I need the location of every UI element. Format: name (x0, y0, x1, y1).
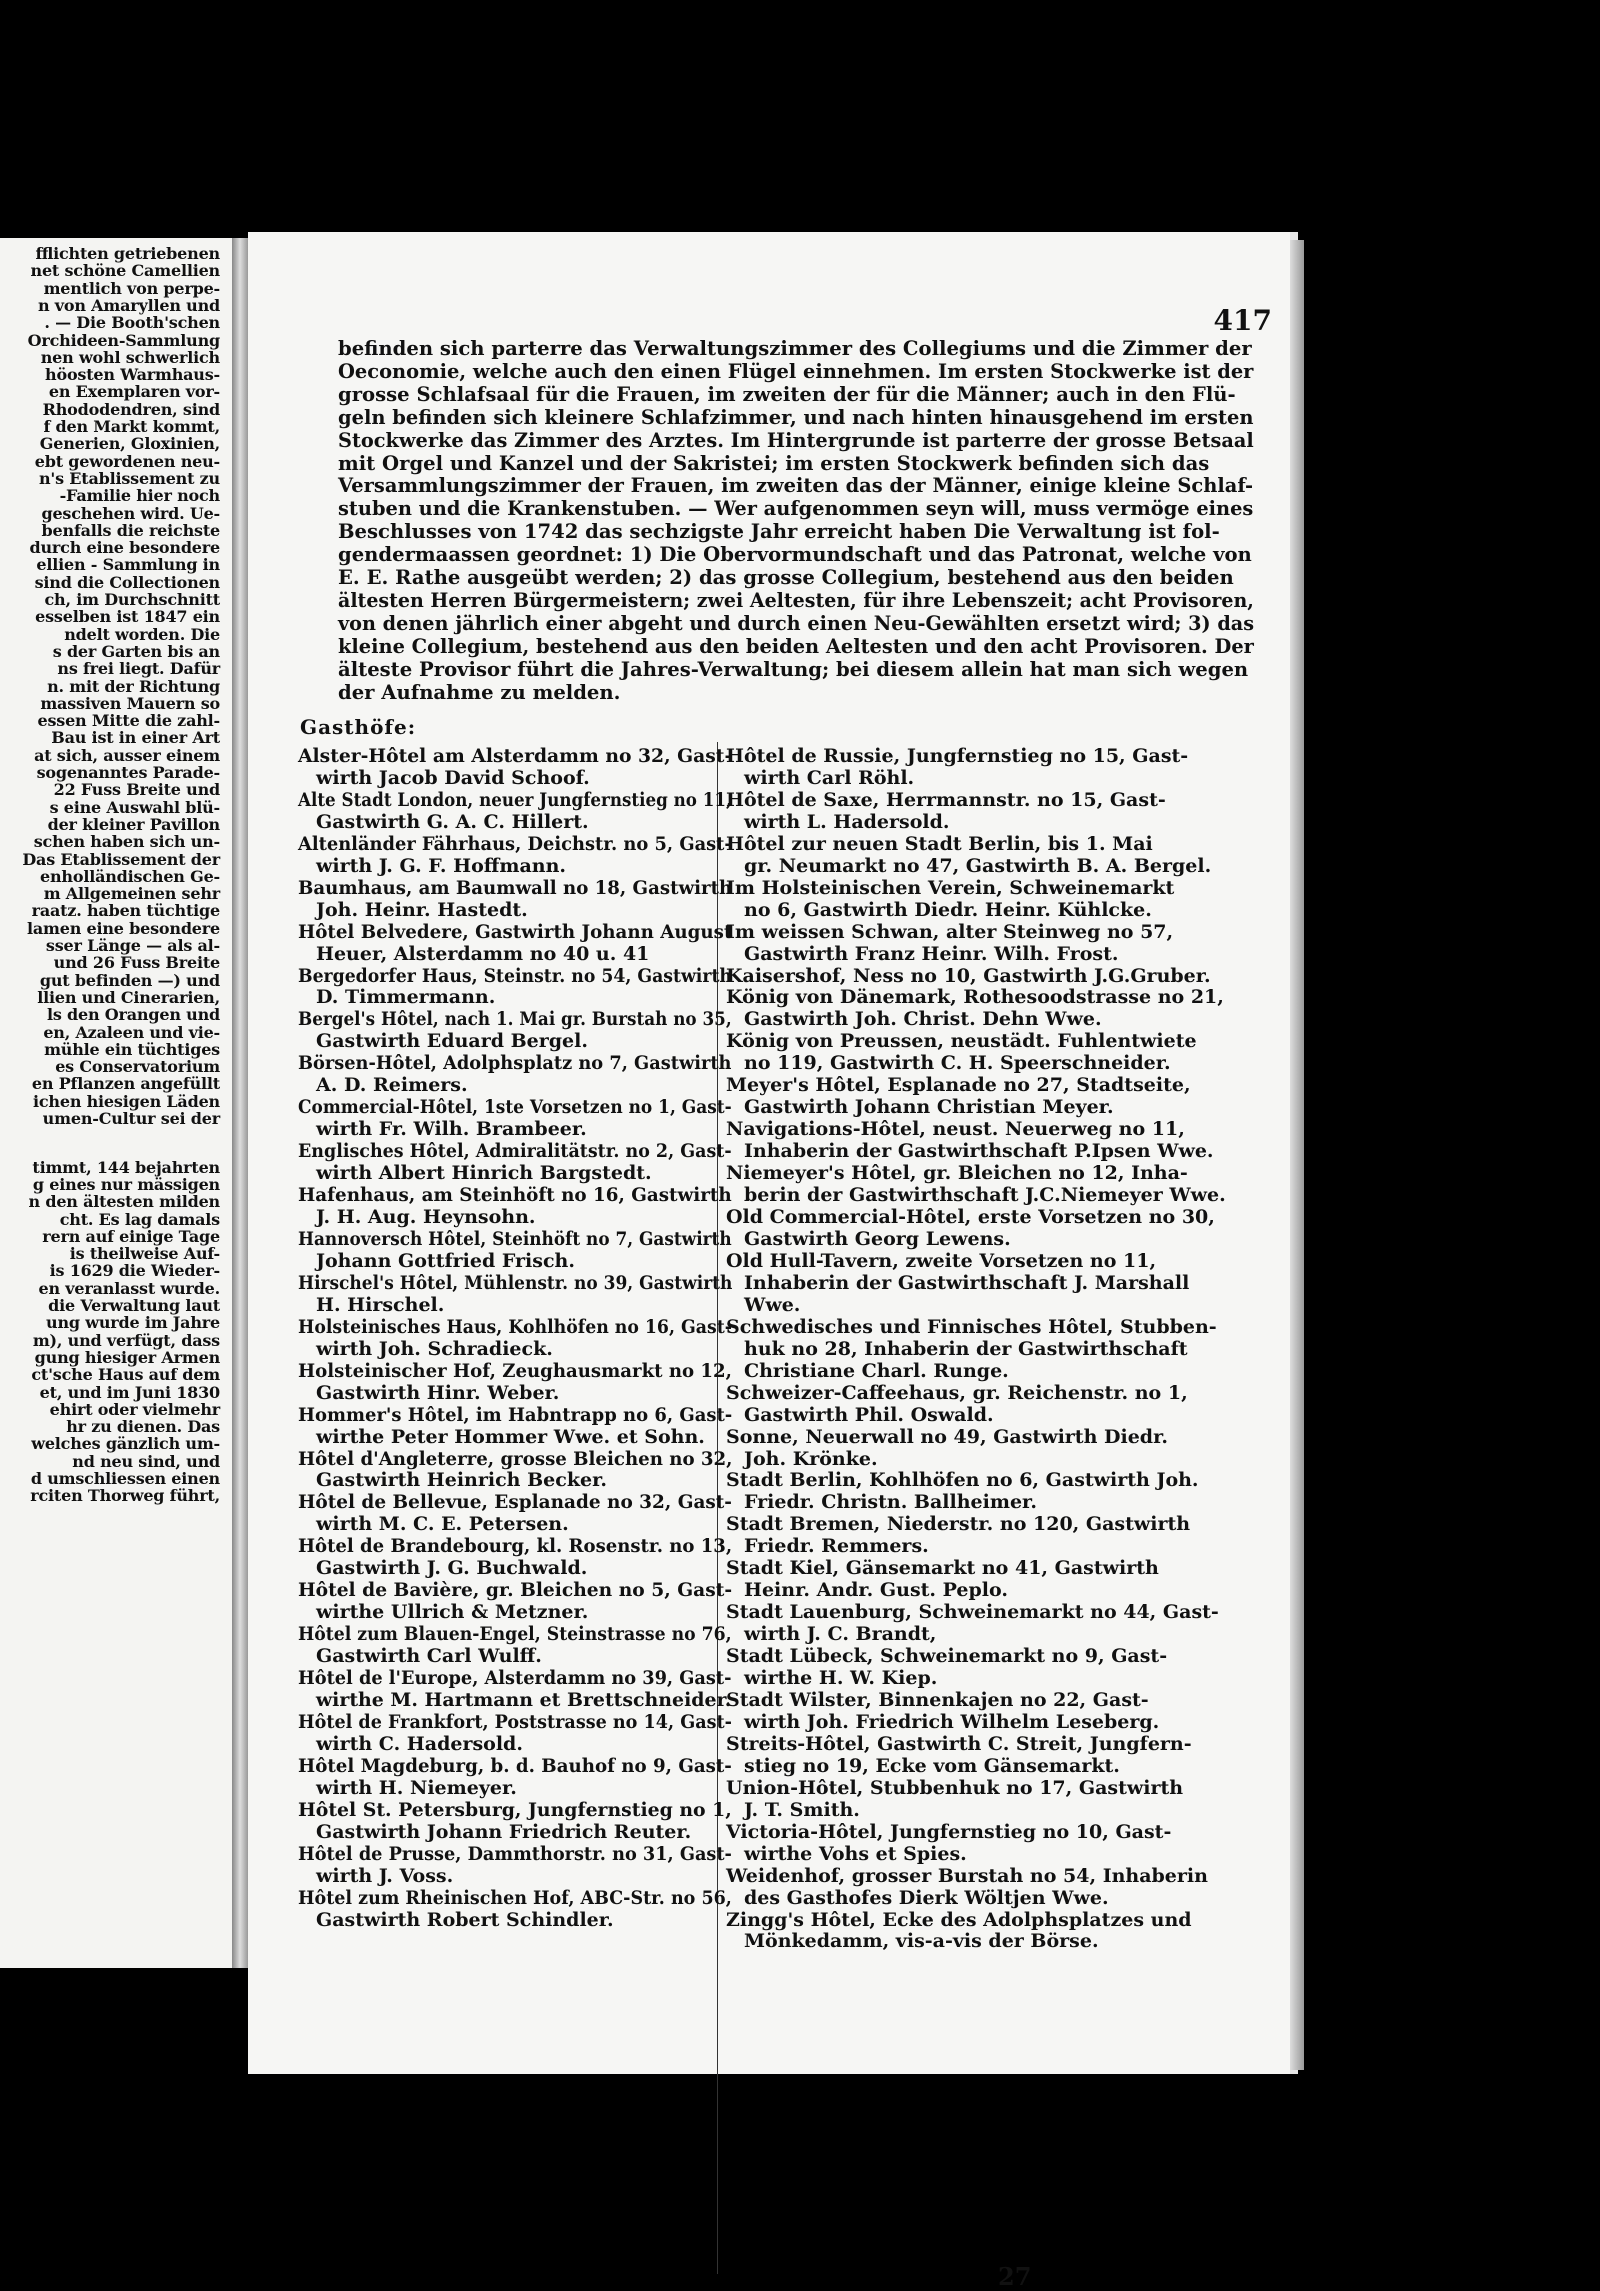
hotel-entry: Old Commercial-Hôtel, erste Vorsetzen no 30, (726, 1206, 1215, 1229)
hotel-entry: Hôtel de Russie, Jungfernstieg no 15, Gast- (726, 745, 1189, 767)
hotel-entry: Börsen-Hôtel, Adolphsplatz no 7, Gastwirth (298, 1052, 732, 1075)
left-page-line: ﬄichten getriebenen (35, 244, 220, 263)
left-page-line: ls den Orangen und (46, 1005, 220, 1025)
hotel-entry: Stadt Kiel, Gänsemarkt no 41, Gastwirth (726, 1557, 1159, 1580)
entry-continuation: wirth J. Voss. (316, 1864, 454, 1887)
left-page-line: n den ältesten milden (28, 1192, 220, 1212)
hotel-entry: Hôtel Magdeburg, b. d. Bauhof no 9, Gast- (298, 1754, 732, 1777)
hotel-entry: Hôtel de Brandebourg, kl. Rosenstr. no 13, (298, 1535, 733, 1558)
left-page-line: ehirt oder vielmehr (49, 1399, 220, 1419)
hotel-entry: Hôtel de l'Europe, Alsterdamm no 39, Gast- (298, 1667, 732, 1690)
left-page-line: höosten Warmhaus- (45, 365, 220, 385)
left-page-line: ch, im Durchschnitt (44, 590, 220, 609)
hotel-entry: Hôtel St. Petersburg, Jungfernstieg no 1, (298, 1798, 732, 1821)
left-page-line: Das Etablissement der (22, 849, 220, 869)
intro-line: älteste Provisor führt die Jahres-Verwaltung; bei diesem allein hat man sich wegen (338, 657, 1249, 681)
entry-continuation: wirth Albert Hinrich Bargstedt. (316, 1162, 652, 1185)
entry-continuation: Joh. Heinr. Hastedt. (316, 898, 528, 921)
entry-continuation: wirth Carl Röhl. (744, 766, 915, 789)
entry-continuation: no 6, Gastwirth Diedr. Heinr. Kühlcke. (744, 898, 1152, 921)
left-page-line: sind die Collectionen (34, 572, 220, 592)
intro-line: grosse Schlafsaal für die Frauen, im zweiten der für die Männer; auch in den Flü- (338, 382, 1236, 406)
hotel-entry: Schwedisches und Finnisches Hôtel, Stubben- (726, 1315, 1217, 1338)
left-page-line: raatz. haben tüchtige (31, 901, 220, 921)
hotel-list-right (726, 746, 1256, 1953)
left-page-line: cht. Es lag damals (59, 1209, 220, 1229)
hotel-entry: Sonne, Neuerwall no 49, Gastwirth Diedr. (726, 1425, 1168, 1448)
left-page-line: esselben ist 1847 ein (35, 607, 220, 627)
hotel-entry: Bergel's Hôtel, nach 1. Mai gr. Burstah no 35, (298, 1008, 732, 1031)
entry-continuation: Gastwirth Johann Friedrich Reuter. (316, 1820, 692, 1843)
left-page-line: f den Markt kommt, (43, 417, 220, 436)
left-page-line: sogenanntes Parade- (36, 763, 220, 782)
left-page-line: d umschliessen einen (30, 1469, 220, 1488)
hotel-entry: Hôtel zum Blauen-Engel, Steinstrasse no 76, (298, 1623, 732, 1646)
left-page-line: ct'sche Haus auf dem (31, 1365, 220, 1385)
hotel-entry: Holsteinischer Hof, Zeughausmarkt no 12, (298, 1359, 732, 1382)
left-page-line: Generien, Gloxinien, (39, 434, 220, 454)
left-page-line: . — Die Booth'schen (44, 313, 220, 333)
left-page-line: rciten Thorweg führt, (30, 1486, 220, 1506)
entry-continuation: Gastwirth Eduard Bergel. (316, 1030, 588, 1053)
entry-continuation: Friedr. Christn. Ballheimer. (744, 1491, 1037, 1514)
hotel-entry: Old Hull-Tavern, zweite Vorsetzen no 11, (726, 1249, 1157, 1272)
left-page-line: n. mit der Richtung (47, 676, 220, 696)
hotel-entry: Im Holsteinischen Verein, Schweinemarkt (726, 876, 1175, 899)
hotel-entry: Altenländer Fährhaus, Deichstr. no 5, Gast- (298, 832, 732, 855)
hotel-entry: König von Preussen, neustädt. Fuhlentwiete (726, 1030, 1197, 1053)
hotel-entry: Hôtel zum Rheinischen Hof, ABC-Str. no 56, (298, 1886, 732, 1909)
left-page-line: hr zu dienen. Das (66, 1417, 220, 1437)
left-page-line: rern auf einige Tage (42, 1226, 220, 1246)
entry-continuation: wirth H. Niemeyer. (316, 1776, 517, 1799)
left-page-line: es Conservatorium (55, 1057, 220, 1077)
entry-continuation: no 119, Gastwirth C. H. Speerschneider. (744, 1052, 1171, 1075)
intro-line: befinden sich parterre das Verwaltungszimmer des Collegiums und die Zimmer der (338, 337, 1252, 360)
right-page (248, 232, 1298, 2291)
page-edge (1290, 240, 1304, 2070)
entry-continuation: des Gasthofes Dierk Wöltjen Wwe. (744, 1886, 1109, 1909)
hotel-entry: Union-Hôtel, Stubbenhuk no 17, Gastwirth (726, 1776, 1184, 1799)
left-page-line: llien und Cinerarien, (37, 987, 220, 1007)
hotel-entry: Hafenhaus, am Steinhöft no 16, Gastwirth (298, 1184, 732, 1207)
left-page-line: s eine Auswahl blü- (49, 797, 220, 817)
hotel-entry: Hôtel de Bellevue, Esplanade no 32, Gast- (298, 1491, 732, 1514)
left-page-line: schen haben sich un- (33, 832, 220, 852)
left-page-line: geschehen wird. Ue- (41, 503, 220, 523)
hotel-entry: Streits-Hôtel, Gastwirth C. Streit, Jungfern- (726, 1732, 1192, 1755)
left-page-line: gut befinden —) und (39, 970, 220, 990)
left-page-line: enholländischen Ge- (40, 866, 220, 886)
entry-continuation: Gastwirth J. G. Buchwald. (316, 1557, 588, 1580)
entry-continuation: Mönkedamm, vis-a-vis der Börse. (744, 1930, 1099, 1953)
entry-continuation: huk no 28, Inhaberin der Gastwirthschaft (744, 1337, 1188, 1360)
entry-continuation: stieg no 19, Ecke vom Gänsemarkt. (744, 1754, 1120, 1777)
entry-continuation: A. D. Reimers. (316, 1074, 468, 1097)
hotel-entry: Navigations-Hôtel, neust. Neuerweg no 11, (726, 1118, 1185, 1141)
left-page-line: Bau ist in einer Art (51, 728, 220, 748)
entry-continuation: J. T. Smith. (744, 1798, 860, 1821)
hotel-entry: Weidenhof, grosser Burstah no 54, Inhaberin (726, 1864, 1208, 1887)
entry-continuation: Gastwirth Georg Lewens. (744, 1227, 1011, 1250)
hotel-entry: Hôtel de Prusse, Dammthorstr. no 31, Gast- (298, 1842, 732, 1865)
entry-continuation: wirth Joh. Friedrich Wilhelm Leseberg. (744, 1710, 1160, 1733)
left-page-line: sser Länge — als al- (45, 936, 220, 955)
entry-continuation: wirthe M. Hartmann et Brettschneider. (315, 1688, 732, 1711)
intro-line: E. E. Rathe ausgeübt werden; 2) das grosse Collegium, bestehend aus den beiden (338, 566, 1234, 590)
entry-continuation: wirth C. Hadersold. (316, 1732, 523, 1755)
entry-continuation: berin der Gastwirthschaft J.C.Niemeyer Wwe. (744, 1184, 1226, 1207)
left-page-line: en veranlasst wurde. (38, 1278, 220, 1298)
entry-continuation: Friedr. Remmers. (744, 1535, 929, 1558)
signature-mark: 27 (998, 2262, 1032, 2291)
hotel-entry: Englisches Hôtel, Admiralitätstr. no 2, Gast- (298, 1140, 732, 1163)
entry-continuation: Gastwirth Phil. Oswald. (744, 1403, 994, 1426)
entry-continuation: Heinr. Andr. Gust. Peplo. (744, 1579, 1008, 1602)
left-page-line: ns frei liegt. Dafür (57, 659, 220, 679)
left-page-line: g eines nur mässigen (32, 1174, 220, 1194)
left-page-line: en Pflanzen angefüllt (31, 1074, 220, 1094)
entry-continuation: Gastwirth Hinr. Weber. (316, 1381, 560, 1404)
entry-continuation: Joh. Krönke. (744, 1447, 878, 1470)
entry-continuation: Gastwirth Heinrich Becker. (316, 1469, 607, 1492)
left-page-line: und 26 Fuss Breite (53, 953, 220, 973)
entry-continuation: wirth L. Hadersold. (744, 810, 950, 833)
entry-continuation: Gastwirth Joh. Christ. Dehn Wwe. (744, 1008, 1102, 1031)
left-page-line: m), und verfügt, dass (32, 1330, 220, 1350)
intro-line: ältesten Herren Bürgermeistern; zwei Aeltesten, für ihre Lebenszeit; acht Provisoren, (338, 588, 1254, 612)
hotel-entry: Im weissen Schwan, alter Steinweg no 57, (726, 920, 1174, 943)
intro-line: gendermaassen geordnet: 1) Die Obervormundschaft und das Patronat, welche von (338, 543, 1252, 567)
hotel-entry: Stadt Lauenburg, Schweinemarkt no 44, Gast- (726, 1601, 1219, 1624)
hotel-entry: Baumhaus, am Baumwall no 18, Gastwirth (298, 876, 733, 899)
intro-line: kleine Collegium, bestehend aus den beiden Aeltesten und den acht Provisoren. Der (338, 634, 1254, 658)
left-page-line: benfalls die reichste (41, 520, 220, 540)
intro-line: Oeconomie, welche auch den einen Flügel einnehmen. Im ersten Stockwerke ist der (338, 359, 1254, 383)
left-page-line: is 1629 die Wieder- (49, 1261, 220, 1281)
entry-continuation: wirthe Ullrich & Metzner. (316, 1601, 589, 1624)
left-page (0, 238, 232, 1968)
hotel-entry: König von Dänemark, Rothesoodstrasse no 21, (726, 986, 1224, 1009)
page-number: 417 (1213, 304, 1272, 337)
entry-continuation: Inhaberin der Gastwirthschaft P.Ipsen Wwe. (744, 1140, 1214, 1163)
intro-line: der Aufnahme zu melden. (338, 680, 621, 704)
entry-continuation: wirth Fr. Wilh. Brambeer. (316, 1118, 587, 1141)
hotel-entry: Victoria-Hôtel, Jungfernstieg no 10, Gast- (726, 1820, 1172, 1843)
intro-line: von denen jährlich einer abgeht und durch einen Neu-Gewählten ersetzt wird; 3) das (338, 611, 1255, 635)
left-page-line: welches gänzlich um- (31, 1434, 220, 1454)
intro-line: Versammlungszimmer der Frauen, im zweiten das der Männer, einige kleine Schlaf- (338, 474, 1254, 498)
entry-continuation: wirth Joh. Schradieck. (316, 1337, 553, 1360)
left-page-line: ebt gewordenen neu- (34, 451, 220, 471)
left-page-line: n von Amaryllen und (37, 295, 220, 315)
left-page-line: nen wohl schwerlich (40, 347, 220, 367)
left-page-line: massiven Mauern so (40, 693, 220, 713)
left-page-line: at sich, ausser einem (34, 745, 220, 765)
left-page-line: mentlich von perpe- (43, 278, 220, 298)
intro-line: Beschlusses von 1742 das sechzigste Jahr erreicht haben Die Verwaltung ist fol- (338, 520, 1220, 544)
left-page-line: et, und im Juni 1830 (39, 1382, 220, 1402)
entry-continuation: Wwe. (744, 1293, 801, 1316)
hotel-entry: Schweizer-Caffeehaus, gr. Reichenstr. no 1, (726, 1381, 1188, 1404)
left-page-line: m Allgemeinen sehr (43, 884, 220, 904)
hotel-entry: Hôtel de Frankfort, Poststrasse no 14, Gast- (298, 1710, 732, 1733)
hotel-entry: Stadt Bremen, Niederstr. no 120, Gastwirth (726, 1513, 1191, 1536)
intro-line: stuben und die Krankenstuben. — Wer aufgenommen seyn will, muss vermöge eines (338, 497, 1254, 521)
entry-continuation: J. H. Aug. Heynsohn. (316, 1206, 536, 1229)
left-page-line: en Exemplaren vor- (48, 382, 220, 402)
entry-continuation: wirthe H. W. Kiep. (744, 1667, 938, 1690)
hotel-entry: Hôtel de Saxe, Herrmannstr. no 15, Gast- (726, 788, 1166, 811)
entry-continuation: Gastwirth G. A. C. Hillert. (316, 810, 589, 833)
left-page-line: lamen eine besondere (26, 918, 220, 938)
hotel-entry: Hommer's Hôtel, im Habntrapp no 6, Gast- (298, 1403, 733, 1426)
left-page-line: is theilweise Auf- (69, 1244, 220, 1264)
left-page-line: essen Mitte die zahl- (37, 711, 220, 731)
entry-continuation: wirth Jacob David Schoof. (316, 766, 590, 789)
left-page-line: s der Garten bis an (52, 641, 220, 661)
hotel-entry: Zingg's Hôtel, Ecke des Adolphsplatzes und (726, 1908, 1192, 1931)
hotel-entry: Bergedorfer Haus, Steinstr. no 54, Gastwirth (298, 964, 732, 987)
left-page-line: mühle ein tüchtiges (44, 1039, 220, 1059)
hotel-entry: Hannoversch Hôtel, Steinhöft no 7, Gastwirth (298, 1227, 732, 1250)
hotel-entry: Commercial-Hôtel, 1ste Vorsetzen no 1, Gast- (298, 1096, 732, 1119)
hotel-entry: Hôtel de Bavière, gr. Bleichen no 5, Gast- (298, 1579, 733, 1602)
entry-continuation: Christiane Charl. Runge. (744, 1359, 1009, 1382)
hotel-entry: Niemeyer's Hôtel, gr. Bleichen no 12, Inha- (726, 1162, 1188, 1185)
hotel-list-left (298, 746, 732, 1931)
hotel-entry: Kaisershof, Ness no 10, Gastwirth J.G.Gruber. (726, 964, 1211, 987)
left-page-line: Orchideen-Sammlung (27, 330, 220, 350)
left-page-line: gung hiesiger Armen (34, 1347, 220, 1367)
left-page-line: nd neu sind, und (72, 1451, 220, 1471)
left-page-line: n's Etablissement zu (38, 468, 220, 488)
entry-continuation: D. Timmermann. (316, 986, 496, 1009)
hotel-entry: Alster-Hôtel am Alsterdamm no 32, Gast- (298, 745, 733, 767)
entry-continuation: Gastwirth Carl Wulff. (316, 1645, 542, 1668)
hotel-entry: Hôtel zur neuen Stadt Berlin, bis 1. Mai (726, 832, 1153, 855)
intro-paragraph (338, 338, 1254, 705)
intro-line: geln befinden sich kleinere Schlafzimmer, und nach hinten hinausgehend im ersten (338, 405, 1254, 429)
left-page-line: ellien - Sammlung in (36, 555, 220, 575)
left-page-line: ung wurde im Jahre (46, 1313, 220, 1333)
left-page-line: 22 Fuss Breite und (53, 780, 220, 800)
entry-continuation: wirth J. C. Brandt, (744, 1623, 937, 1646)
entry-continuation: Johann Gottfried Frisch. (316, 1249, 575, 1272)
left-page-line: umen-Cultur sei der (42, 1109, 220, 1128)
left-page-line: durch eine besondere (29, 538, 220, 558)
book-gutter (232, 238, 248, 1968)
hotel-entry: Stadt Lübeck, Schweinemarkt no 9, Gast- (726, 1645, 1168, 1668)
hotel-entry: Holsteinisches Haus, Kohlhöfen no 16, Gast- (298, 1315, 732, 1338)
entry-continuation: gr. Neumarkt no 47, Gastwirth B. A. Bergel. (744, 854, 1212, 877)
entry-continuation: wirth M. C. E. Petersen. (316, 1513, 569, 1536)
intro-line: mit Orgel und Kanzel und der Sakristei; im ersten Stockwerk befinden sich das (338, 451, 1210, 475)
hotel-entry: Hôtel Belvedere, Gastwirth Johann August (298, 920, 733, 943)
hotel-entry: Meyer's Hôtel, Esplanade no 27, Stadtseite, (726, 1074, 1191, 1097)
hotel-entry: Hirschel's Hôtel, Mühlenstr. no 39, Gastwirth (298, 1271, 733, 1294)
hotel-entry: Alte Stadt London, neuer Jungfernstieg no 11, (298, 788, 732, 811)
left-page-line: ndelt worden. Die (64, 624, 220, 644)
left-page-line: der kleiner Pavillon (47, 814, 220, 834)
left-page-line: ichen hiesigen Läden (32, 1091, 220, 1111)
left-page-line: Rhododendren, sind (42, 399, 220, 419)
section-heading: Gasthöfe: (300, 715, 417, 739)
hotel-entry: Stadt Berlin, Kohlhöfen no 6, Gastwirth Joh. (726, 1469, 1199, 1492)
entry-continuation: Heuer, Alsterdamm no 40 u. 41 (316, 942, 650, 965)
entry-continuation: wirthe Peter Hommer Wwe. et Sohn. (316, 1425, 705, 1448)
left-page-line: net schöne Camellien (30, 261, 220, 281)
entry-continuation: Gastwirth Franz Heinr. Wilh. Frost. (744, 942, 1119, 965)
left-page-line: timmt, 144 bejahrten (32, 1157, 220, 1177)
left-page-line: die Verwaltung laut (48, 1296, 220, 1315)
entry-continuation: Gastwirth Johann Christian Meyer. (744, 1096, 1114, 1119)
hotel-entry: Stadt Wilster, Binnenkajen no 22, Gast- (726, 1688, 1149, 1711)
left-page-line: en, Azaleen und vie- (43, 1022, 220, 1042)
hotel-entry: Hôtel d'Angleterre, grosse Bleichen no 32, (298, 1447, 733, 1470)
entry-continuation: wirth J. G. F. Hoffmann. (316, 854, 566, 877)
entry-continuation: wirthe Vohs et Spies. (744, 1842, 967, 1865)
left-page-line: -Familie hier noch (59, 486, 220, 506)
entry-continuation: H. Hirschel. (316, 1293, 445, 1316)
entry-continuation: Gastwirth Robert Schindler. (316, 1908, 614, 1931)
entry-continuation: Inhaberin der Gastwirthschaft J. Marshall (744, 1271, 1190, 1294)
intro-line: Stockwerke das Zimmer des Arztes. Im Hintergrunde ist parterre der grosse Betsaal (338, 428, 1254, 452)
